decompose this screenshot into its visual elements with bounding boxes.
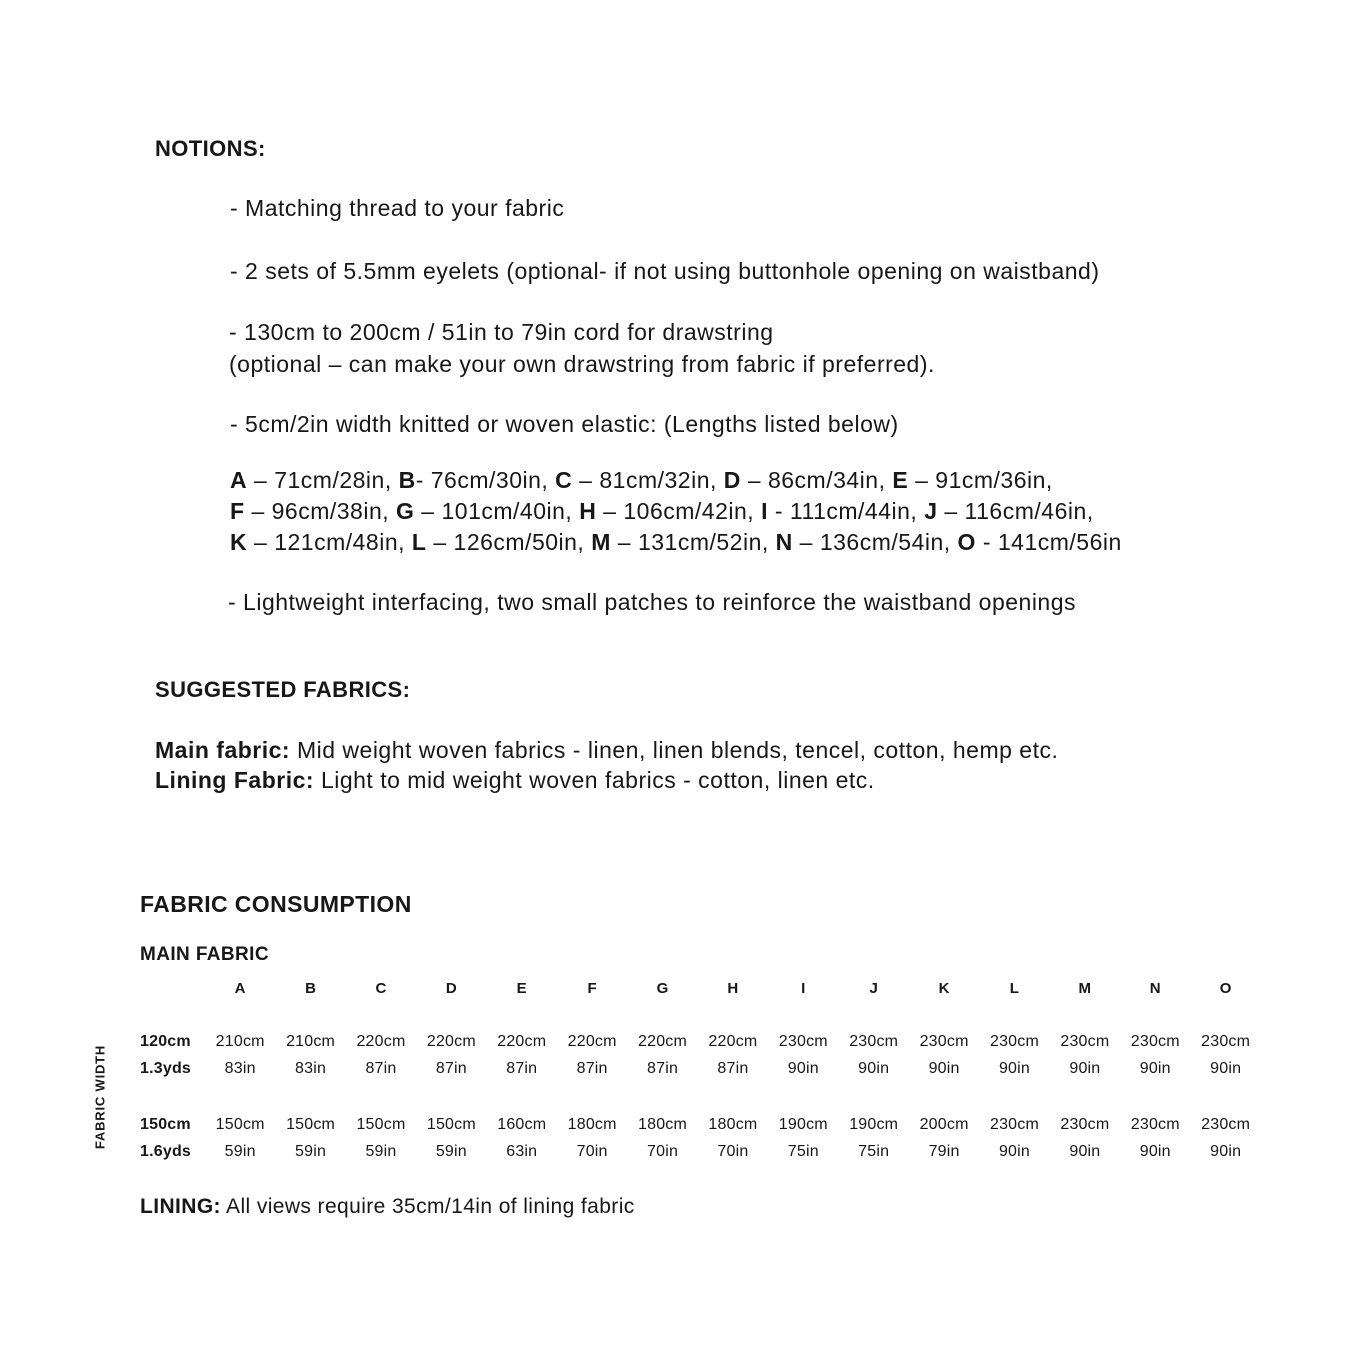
elastic-size-letter: C bbox=[555, 467, 573, 493]
size-column-header: M bbox=[1078, 980, 1092, 997]
lining-note bbox=[140, 1193, 635, 1221]
fabric-amount-cell: 220cm bbox=[426, 1033, 476, 1050]
main-fabric-label: Main fabric: bbox=[155, 737, 291, 763]
fabric-amount-cell: 90in bbox=[858, 1060, 890, 1077]
size-column-header: J bbox=[869, 980, 878, 997]
elastic-size-letter: N bbox=[775, 529, 793, 555]
fabric-amount-cell: 90in bbox=[1069, 1143, 1101, 1160]
elastic-size-letter: K bbox=[230, 529, 248, 555]
fabric-amount-cell: 70in bbox=[576, 1143, 608, 1160]
elastic-size-letter: L bbox=[411, 529, 427, 555]
notions-heading: NOTIONS: bbox=[155, 136, 266, 161]
fabric-amount-cell: 230cm bbox=[989, 1116, 1039, 1133]
lining-note-label: LINING: bbox=[140, 1195, 221, 1218]
main-fabric-text: Mid weight woven fabrics - linen, linen blends, tencel, cotton, hemp etc. bbox=[290, 737, 1059, 763]
fabric-amount-cell: 230cm bbox=[989, 1033, 1039, 1050]
fabric-amount-cell: 59in bbox=[365, 1143, 397, 1160]
fabric-width-label: FABRIC WIDTH bbox=[92, 1044, 108, 1150]
lining-fabric-label: Lining Fabric: bbox=[155, 767, 315, 793]
size-column-header: H bbox=[727, 980, 739, 997]
fabric-amount-cell: 90in bbox=[787, 1060, 819, 1077]
fabric-amount-cell: 230cm bbox=[1201, 1116, 1251, 1133]
elastic-size-letter: M bbox=[591, 529, 611, 555]
fabric-consumption-title: FABRIC CONSUMPTION bbox=[140, 891, 412, 917]
fabric-amount-cell: 87in bbox=[506, 1060, 538, 1077]
fabric-amount-cell: 90in bbox=[928, 1060, 960, 1077]
fabric-amount-cell: 90in bbox=[998, 1060, 1031, 1077]
fabric-amount-cell: 90in bbox=[1139, 1060, 1171, 1077]
fabric-amount-cell: 230cm bbox=[849, 1033, 899, 1050]
elastic-size-letter: B bbox=[398, 467, 416, 493]
elastic-size-letter: J bbox=[924, 498, 938, 524]
fabric-amount-cell: 180cm bbox=[708, 1116, 758, 1133]
fabric-amount-cell: 220cm bbox=[567, 1033, 617, 1050]
size-column-header: D bbox=[445, 980, 457, 997]
fabric-amount-cell: 150cm bbox=[215, 1116, 265, 1133]
fabric-amount-cell: 79in bbox=[928, 1143, 960, 1160]
elastic-line: F – 96cm/38in, G – 101cm/40in, H – 106cm/42in, I - 111cm/44in, J – 116cm/46in, bbox=[230, 498, 1094, 524]
fabric-amount-cell: 210cm bbox=[215, 1033, 265, 1050]
fabric-amount-cell: 210cm bbox=[286, 1033, 336, 1050]
table-row-16yds bbox=[140, 1142, 1261, 1162]
elastic-size-letter: E bbox=[892, 467, 909, 493]
fabric-amount-cell: 75in bbox=[858, 1143, 890, 1160]
table-row-150cm bbox=[140, 1115, 1261, 1135]
fabric-amount-cell: 90in bbox=[1210, 1060, 1242, 1077]
elastic-size-letter: H bbox=[579, 498, 597, 524]
fabric-amount-cell: 200cm bbox=[919, 1116, 969, 1133]
fabric-width-row-label: 120cm bbox=[140, 1033, 191, 1050]
size-column-header: K bbox=[938, 980, 950, 997]
fabric-amount-cell: 150cm bbox=[426, 1116, 476, 1133]
elastic-line: A – 71cm/28in, B- 76cm/30in, C – 81cm/32in, D – 86cm/34in, E – 91cm/36in, bbox=[230, 467, 1053, 493]
fabric-amount-cell: 190cm bbox=[778, 1116, 828, 1133]
fabric-amount-cell: 230cm bbox=[778, 1033, 828, 1050]
notion-eyelets: - 2 sets of 5.5mm eyelets (optional- if not using buttonhole opening on waistband) bbox=[230, 258, 1100, 284]
notion-cord-line1: - 130cm to 200cm / 51in to 79in cord for drawstring bbox=[229, 319, 774, 345]
notion-interfacing: - Lightweight interfacing, two small patches to reinforce the waistband openings bbox=[228, 589, 1077, 615]
fabric-amount-cell: 70in bbox=[647, 1143, 679, 1160]
fabric-amount-cell: 230cm bbox=[1060, 1033, 1110, 1050]
fabrics-text bbox=[155, 735, 1058, 795]
fabric-amount-cell: 87in bbox=[435, 1060, 467, 1077]
elastic-size-letter: G bbox=[396, 498, 415, 524]
fabric-amount-cell: 150cm bbox=[286, 1116, 336, 1133]
fabric-amount-cell: 83in bbox=[295, 1060, 327, 1077]
fabric-width-row-label: 1.6yds bbox=[140, 1143, 192, 1160]
fabric-amount-cell: 220cm bbox=[638, 1033, 688, 1050]
fabric-amount-cell: 75in bbox=[787, 1143, 819, 1160]
size-column-header: L bbox=[1009, 980, 1020, 997]
fabric-amount-cell: 90in bbox=[1139, 1143, 1171, 1160]
fabric-amount-cell: 180cm bbox=[567, 1116, 617, 1133]
size-column-header: C bbox=[375, 980, 387, 997]
size-column-header: G bbox=[656, 980, 669, 997]
fabric-amount-cell: 83in bbox=[224, 1060, 256, 1077]
main-fabric-line bbox=[155, 735, 1058, 765]
fabric-amount-cell: 230cm bbox=[1201, 1033, 1251, 1050]
notion-thread: - Matching thread to your fabric bbox=[230, 195, 565, 221]
size-column-header: I bbox=[801, 980, 806, 997]
table-row-120cm bbox=[140, 1032, 1261, 1052]
elastic-line: K – 121cm/48in, L – 126cm/50in, M – 131cm/52in, N – 136cm/54in, O - 141cm/56in bbox=[230, 529, 1122, 555]
main-fabric-subtitle: MAIN FABRIC bbox=[140, 944, 269, 965]
fabric-amount-cell: 230cm bbox=[1130, 1033, 1180, 1050]
fabric-width-row-label: 150cm bbox=[140, 1116, 191, 1133]
lining-fabric-text: Light to mid weight woven fabrics - cotton, linen etc. bbox=[314, 767, 875, 793]
row-label-empty bbox=[140, 979, 205, 999]
fabric-amount-cell: 230cm bbox=[1130, 1116, 1180, 1133]
size-column-header: O bbox=[1219, 980, 1232, 997]
elastic-size-letter: O bbox=[957, 529, 976, 555]
notion-elastic: - 5cm/2in width knitted or woven elastic: (Lengths listed below) bbox=[230, 411, 899, 437]
fabric-amount-cell: 160cm bbox=[497, 1116, 547, 1133]
elastic-size-letter: A bbox=[230, 467, 248, 493]
size-header-row bbox=[140, 979, 1261, 999]
elastic-size-letter: D bbox=[723, 467, 741, 493]
lining-note-text: All views require 35cm/14in of lining fabric bbox=[220, 1195, 635, 1218]
size-column-header: N bbox=[1149, 980, 1161, 997]
elastic-size-letter: F bbox=[230, 498, 245, 524]
size-column-header: F bbox=[587, 980, 597, 997]
fabric-amount-cell: 220cm bbox=[497, 1033, 547, 1050]
fabric-amount-cell: 59in bbox=[295, 1143, 327, 1160]
fabric-amount-cell: 87in bbox=[647, 1060, 679, 1077]
lining-fabric-line bbox=[155, 765, 1058, 795]
fabric-amount-cell: 70in bbox=[717, 1143, 749, 1160]
fabric-amount-cell: 90in bbox=[998, 1143, 1031, 1160]
fabric-amount-cell: 190cm bbox=[849, 1116, 899, 1133]
fabric-amount-cell: 59in bbox=[224, 1143, 256, 1160]
size-column-header: B bbox=[305, 980, 317, 997]
fabric-amount-cell: 90in bbox=[1210, 1143, 1242, 1160]
suggested-fabrics-heading: SUGGESTED FABRICS: bbox=[155, 677, 411, 702]
fabric-amount-cell: 87in bbox=[365, 1060, 397, 1077]
fabric-amount-cell: 180cm bbox=[638, 1116, 688, 1133]
fabric-amount-cell: 90in bbox=[1069, 1060, 1101, 1077]
notion-cord-line2: (optional – can make your own drawstring from fabric if preferred). bbox=[229, 351, 935, 377]
fabric-amount-cell: 230cm bbox=[1060, 1116, 1110, 1133]
fabric-amount-cell: 150cm bbox=[356, 1116, 406, 1133]
size-column-header: A bbox=[234, 980, 246, 997]
fabric-amount-cell: 220cm bbox=[356, 1033, 406, 1050]
elastic-size-letter: I bbox=[761, 498, 768, 524]
fabric-width-row-label: 1.3yds bbox=[140, 1060, 192, 1077]
fabric-amount-cell: 63in bbox=[506, 1143, 538, 1160]
size-column-header: E bbox=[516, 980, 527, 997]
table-row-13yds bbox=[140, 1059, 1261, 1079]
fabric-amount-cell: 59in bbox=[435, 1143, 467, 1160]
fabric-amount-cell: 87in bbox=[717, 1060, 749, 1077]
notion-cord bbox=[229, 316, 935, 380]
fabric-amount-cell: 87in bbox=[576, 1060, 608, 1077]
elastic-lengths bbox=[230, 465, 1122, 558]
fabric-amount-cell: 230cm bbox=[919, 1033, 969, 1050]
fabric-amount-cell: 220cm bbox=[708, 1033, 758, 1050]
